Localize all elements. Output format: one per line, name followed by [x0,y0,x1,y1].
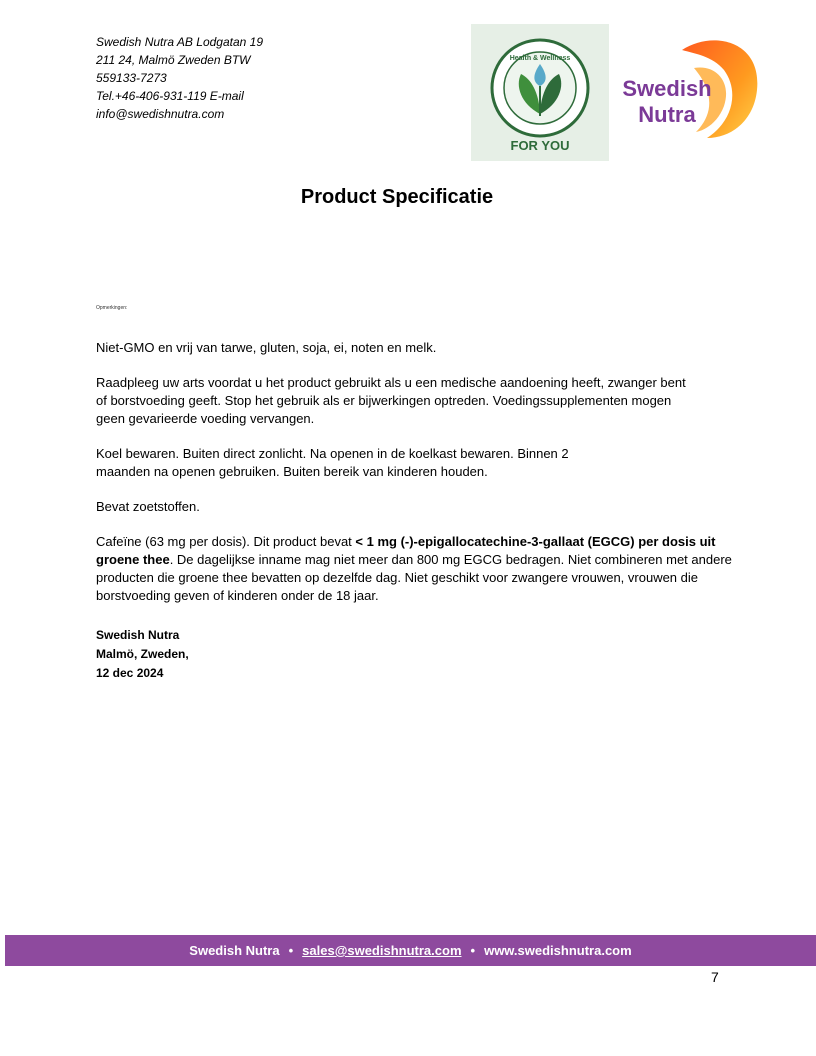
company-address [96,33,263,123]
text-line: maanden na openen gebruiken. Buiten bereik van kinderen houden. [96,464,488,479]
signature-place: Malmö, Zweden, [96,647,189,661]
address-line: 559133-7273 [96,71,167,85]
paragraph-storage [96,445,760,481]
address-line: info@swedishnutra.com [96,107,225,121]
text-line: Raadpleeg uw arts voordat u het product gebruikt als u een medische aandoening heeft, zwanger bent [96,375,686,390]
address-line: Tel.+46-406-931-119 E-mail [96,89,244,103]
signature-date: 12 dec 2024 [96,666,164,680]
signature-company: Swedish Nutra [96,628,180,642]
address-line: Swedish Nutra AB Lodgatan 19 [96,35,263,49]
page-title: Product Specificatie [300,186,494,208]
remarks-label: Opmerkingen: [96,305,128,311]
signature-block [96,626,189,683]
text-line: of borstvoeding geeft. Stop het gebruik als er bijwerkingen optreden. Voedingssupplementen mogen [96,393,672,408]
paragraph-caffeine [96,533,760,605]
paragraph-warning [96,374,760,428]
footer-website[interactable]: www.swedishnutra.com [484,943,632,958]
footer-email-link[interactable]: sales@swedishnutra.com [302,943,462,958]
brand-line: Swedish [622,76,712,101]
footer-company: Swedish Nutra [189,943,280,958]
wellness-badge-icon [471,24,609,161]
text-line: geen gevarieerde voeding vervangen. [96,411,315,426]
footer-bar [5,935,816,966]
egcg-bold-text: < 1 mg (-)-epigallocatechine-3-gallaat (EGCG) per dosis uit groene thee [96,534,716,567]
text-line: Koel bewaren. Buiten direct zonlicht. Na openen in de koelkast bewaren. Binnen 2 [96,446,569,461]
remarks-body [96,339,760,622]
brand-line: Nutra [638,102,696,127]
footer-separator: • [470,943,476,958]
caffeine-text: Cafeïne (63 mg per dosis). Dit product bevat [96,534,356,549]
badge-text-bottom: FOR YOU [510,138,570,153]
paragraph-sweeteners: Bevat zoetstoffen. [96,499,200,514]
caffeine-text-rest: . De dagelijkse inname mag niet meer dan 800 mg EGCG bedragen. Niet combineren met andere producten die groene thee bevatten op dezelfde dag. Niet geschikt voor zwangere vrouwen, vrouwen die borstvoeding geven of kinderen onder de 18 jaar. [96,552,732,603]
footer-separator: • [288,943,294,958]
brand-wordmark [619,76,715,128]
badge-text-top: Health & Wellness [509,55,571,62]
paragraph-allergens: Niet-GMO en vrij van tarwe, gluten, soja, ei, noten en melk. [96,340,437,355]
health-wellness-logo [471,24,609,161]
page-number: 7 [711,969,719,985]
address-line: 211 24, Malmö Zweden BTW [96,53,251,67]
